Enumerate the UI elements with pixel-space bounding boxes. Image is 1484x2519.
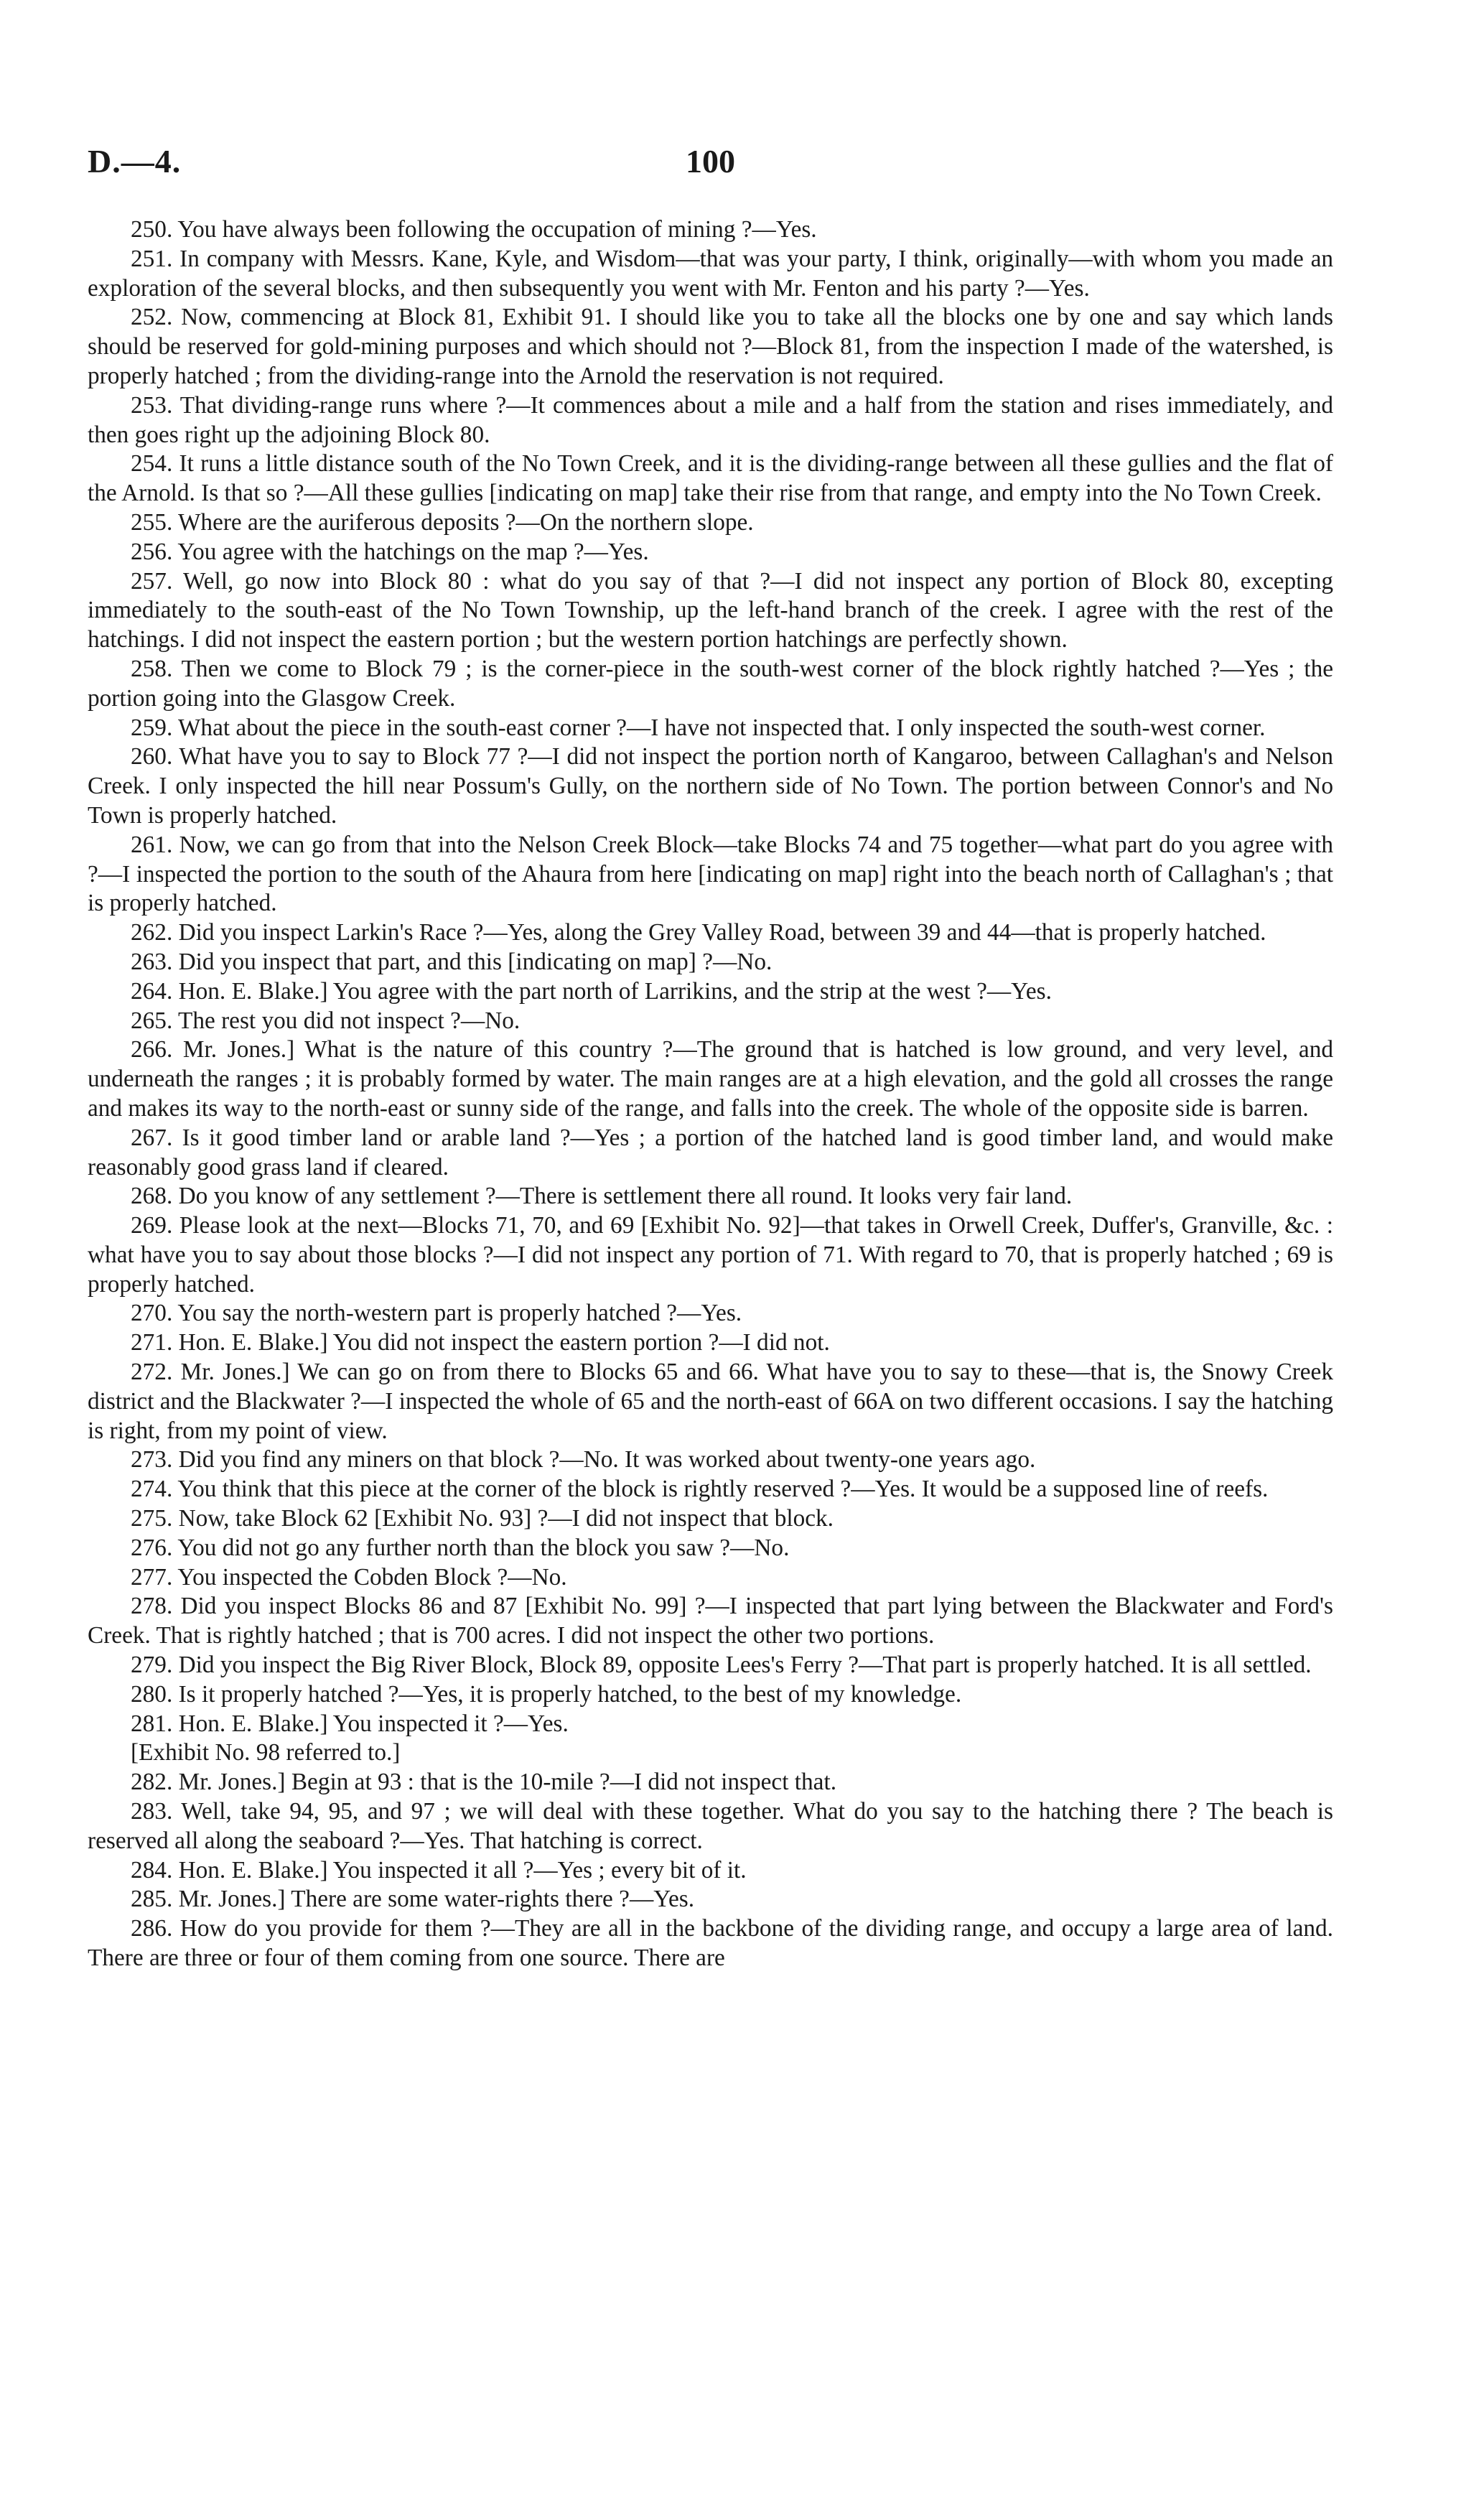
paragraph: [Exhibit No. 98 referred to.] (131, 1739, 401, 1766)
paragraph: 272. Mr. Jones.] We can go on from there to Blocks 65 and 66. What have you to say to these—that is, the Snowy Creek district and the Blackwater ?—I inspected the whole of 65 and the north-east of 66A on two different occasions. I say the hatching is right, from my point of view. (88, 1359, 1333, 1444)
paragraph: 259. What about the piece in the south-east corner ?—I have not inspected that. I only inspected the south-west corner. (131, 714, 1266, 741)
paragraph: 269. Please look at the next—Blocks 71, 70, and 69 [Exhibit No. 92]—that takes in Orwell Creek, Duffer's, Granville, &c. : what have you to say about those blocks ?—I did not inspect any portion of 71. With regard to 70, that is properly hatched ; 69 is properly hatched. (88, 1212, 1333, 1298)
page-header (88, 142, 1333, 185)
paragraph: 268. Do you know of any settlement ?—There is settlement there all round. It looks very fair land. (131, 1183, 1073, 1210)
paragraph: 270. You say the north-western part is properly hatched ?—Yes. (131, 1300, 742, 1327)
page-number: 100 (686, 143, 735, 180)
paragraph: 262. Did you inspect Larkin's Race ?—Yes, along the Grey Valley Road, between 39 and 44—that is properly hatched. (131, 919, 1266, 946)
paragraph: 263. Did you inspect that part, and this [indicating on map] ?—No. (131, 948, 773, 975)
paragraph: 258. Then we come to Block 79 ; is the corner-piece in the south-west corner of the block rightly hatched ?—Yes ; the portion going into the Glasgow Creek. (88, 655, 1333, 712)
paragraph: 256. You agree with the hatchings on the map ?—Yes. (131, 538, 649, 565)
paragraph: 283. Well, take 94, 95, and 97 ; we will deal with these together. What do you say to the hatching there ? The beach is reserved all along the seaboard ?—Yes. That hatching is correct. (88, 1798, 1333, 1854)
paragraph: 282. Mr. Jones.] Begin at 93 : that is the 10-mile ?—I did not inspect that. (131, 1769, 837, 1796)
paragraph: 264. Hon. E. Blake.] You agree with the part north of Larrikins, and the strip at the west ?—Yes. (131, 977, 1052, 1005)
paragraph: 279. Did you inspect the Big River Block, Block 89, opposite Lees's Ferry ?—That part is properly hatched. It is all settled. (131, 1652, 1312, 1679)
paragraph: 281. Hon. E. Blake.] You inspected it ?—Yes. (131, 1710, 569, 1737)
paragraph: 266. Mr. Jones.] What is the nature of this country ?—The ground that is hatched is low ground, and very level, and underneath the ranges ; it is probably formed by water. The main ranges are at a high elevation, and the gold all crosses the range and makes its way to the north-east or sunny side of the range, and falls into the creek. The whole of the opposite side is barren. (88, 1036, 1333, 1122)
paragraph: 274. You think that this piece at the corner of the block is rightly reserved ?—Yes. It would be a supposed line of reefs. (131, 1476, 1269, 1503)
document-body (88, 215, 1333, 1973)
paragraph: 250. You have always been following the occupation of mining ?—Yes. (131, 216, 817, 243)
paragraph: 271. Hon. E. Blake.] You did not inspect the eastern portion ?—I did not. (131, 1329, 830, 1356)
paragraph: 277. You inspected the Cobden Block ?—No. (131, 1563, 567, 1591)
paragraph: 261. Now, we can go from that into the Nelson Creek Block—take Blocks 74 and 75 together—what part do you agree with ?—I inspected the portion to the south of the Ahaura from here [indicating on map] right into the beach north of Callaghan's ; that is properly hatched. (88, 831, 1333, 917)
paragraph: 252. Now, commencing at Block 81, Exhibit 91. I should like you to take all the blocks one by one and say which lands should be reserved for gold-mining purposes and which should not ?—Block 81, from the inspection I made of the watershed, is properly hatched ; from the dividing-range into the Arnold the reservation is not required. (88, 304, 1333, 389)
paragraph: 278. Did you inspect Blocks 86 and 87 [Exhibit No. 99] ?—I inspected that part lying between the Blackwater and Ford's Creek. That is rightly hatched ; that is 700 acres. I did not inspect the other two portions. (88, 1593, 1333, 1649)
paragraph: 265. The rest you did not inspect ?—No. (131, 1007, 521, 1034)
paragraph: 260. What have you to say to Block 77 ?—I did not inspect the portion north of Kangaroo, between Callaghan's and Nelson Creek. I only inspected the hill near Possum's Gully, on the northern side of No Town. The portion between Connor's and No Town is properly hatched. (88, 743, 1333, 829)
paragraph: 267. Is it good timber land or arable land ?—Yes ; a portion of the hatched land is good timber land, and would make reasonably good grass land if cleared. (88, 1124, 1333, 1181)
paragraph: 285. Mr. Jones.] There are some water-rights there ?—Yes. (131, 1886, 695, 1913)
paragraph: 276. You did not go any further north than the block you saw ?—No. (131, 1534, 790, 1561)
paragraph: 273. Did you find any miners on that block ?—No. It was worked about twenty-one years ago. (131, 1446, 1036, 1473)
document-reference: D.—4. (88, 143, 182, 180)
paragraph: 280. Is it properly hatched ?—Yes, it is properly hatched, to the best of my knowledge. (131, 1680, 962, 1708)
paragraph: 251. In company with Messrs. Kane, Kyle, and Wisdom—that was your party, I think, originally—with whom you made an exploration of the several blocks, and then subsequently you went with Mr. Fenton and his party ?—Yes. (88, 245, 1333, 302)
paragraph: 255. Where are the auriferous deposits ?—On the northern slope. (131, 508, 754, 536)
paragraph: 254. It runs a little distance south of the No Town Creek, and it is the dividing-range between all these gullies and the flat of the Arnold. Is that so ?—All these gullies [indicating on map] take their rise from that range, and empty into the No Town Creek. (88, 450, 1333, 507)
paragraph: 257. Well, go now into Block 80 : what do you say of that ?—I did not inspect any portion of Block 80, excepting immediately to the south-east of the No Town Township, up the left-hand branch of the creek. I agree with the rest of the hatchings. I did not inspect the eastern portion ; but the western portion hatchings are perfectly shown. (88, 567, 1333, 653)
paragraph: 284. Hon. E. Blake.] You inspected it all ?—Yes ; every bit of it. (131, 1856, 747, 1884)
paragraph: 275. Now, take Block 62 [Exhibit No. 93] ?—I did not inspect that block. (131, 1505, 834, 1532)
paragraph: 253. That dividing-range runs where ?—It commences about a mile and a half from the station and rises immediately, and then goes right up the adjoining Block 80. (88, 391, 1333, 448)
paragraph: 286. How do you provide for them ?—They are all in the backbone of the dividing range, and occupy a large area of land. There are three or four of them coming from one source. There are (88, 1915, 1333, 1972)
